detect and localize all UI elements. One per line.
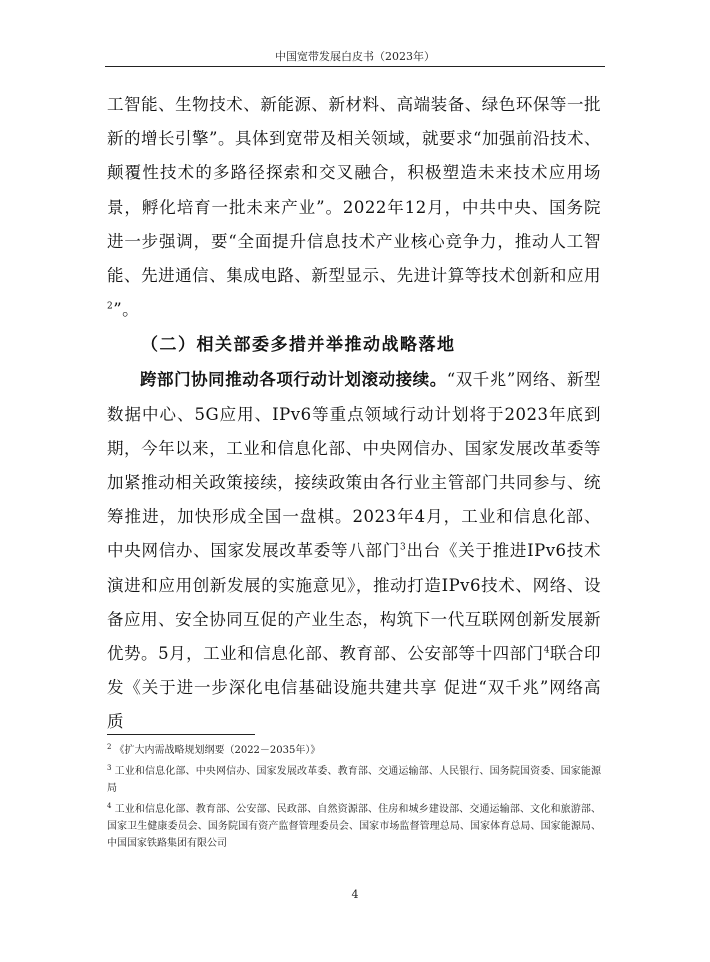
running-header: 中国宽带发展白皮书（2023年）	[275, 50, 435, 63]
footnote-text: 工业和信息化部、中央网信办、国家发展改革委、教育部、交通运输部、人民银行、国务院国资委、国家能源局	[107, 766, 601, 794]
paragraph-2	[107, 363, 601, 739]
paragraph-2-text-3: 联合印发《关于进一步深化电信基础设施共建共享 促进“双千兆”网络高质	[107, 644, 602, 732]
footnote-divider	[107, 734, 255, 735]
main-content	[107, 88, 601, 740]
header-divider	[105, 66, 605, 67]
section-heading: （二）相关部委多措并举推动战略落地	[141, 335, 456, 356]
footnote-number: 3	[107, 763, 112, 772]
paragraph-1-text: 工智能、生物技术、新能源、新材料、高端装备、绿色环保等一批新的增长引擎”。具体到宽带及相关领域，就要求“加强前沿技术、颠覆性技术的多路径探索和交叉融合，积极塑造未来技术应用场景，孵化培育一批未来产业”。2022年12月，中共中央、国务院进一步强调，要“全面提升信息技术产业核心竞争力，推动人工智能、先进通信、集成电路、新型显示、先进计算等技术创新和应用	[107, 95, 601, 286]
footnote-2	[107, 742, 601, 759]
footnote-ref-4[interactable]: 4	[543, 645, 550, 656]
footnote-text: 工业和信息化部、教育部、公安部、民政部、自然资源部、住房和城乡建设部、交通运输部、文化和旅游部、国家卫生健康委员会、国务院国有资产监督管理委员会、国家市场监督管理总局、国家体育总局、国家能源局、中国国家铁路集团有限公司	[107, 804, 601, 849]
paragraph-2-text-1: “双千兆”网络、新型数据中心、5G应用、IPv6等重点领域行动计划将于2023年底到期，今年以来，工业和信息化部、中央网信办、国家发展改革委等加紧推动相关政策接续，接续政策由各行业主管部门共同参与、统筹推进，加快形成全国一盘棋。2023年4月，工业和信息化部、中央网信办、国家发展改革委等八部门	[107, 370, 601, 561]
footnote-ref-3[interactable]: 3	[399, 542, 407, 553]
footnote-number: 4	[107, 801, 112, 810]
footnote-ref-2[interactable]: 2	[107, 301, 114, 312]
footnote-number: 2	[107, 742, 112, 751]
footnotes	[107, 742, 601, 856]
footnote-3	[107, 763, 601, 797]
paragraph-2-lead: 跨部门协同推动各项行动计划滚动接续。	[140, 370, 447, 390]
paragraph-1-tail: ”。	[113, 300, 140, 320]
footnote-text: 《扩大内需战略规划纲要（2022－2035年）》	[114, 745, 321, 756]
footnote-4	[107, 801, 601, 852]
page-number: 4	[351, 888, 359, 901]
paragraph-1	[107, 88, 601, 327]
paragraph-2-text-2: 出台《关于推进IPv6技术演进和应用创新发展的实施意见》，推动打造IPv6技术、网络、设备应用、安全协同互促的产业生态，构筑下一代互联网创新发展新优势。5月，工业和信息化部、教育部、公安部等十四部门	[107, 541, 601, 664]
